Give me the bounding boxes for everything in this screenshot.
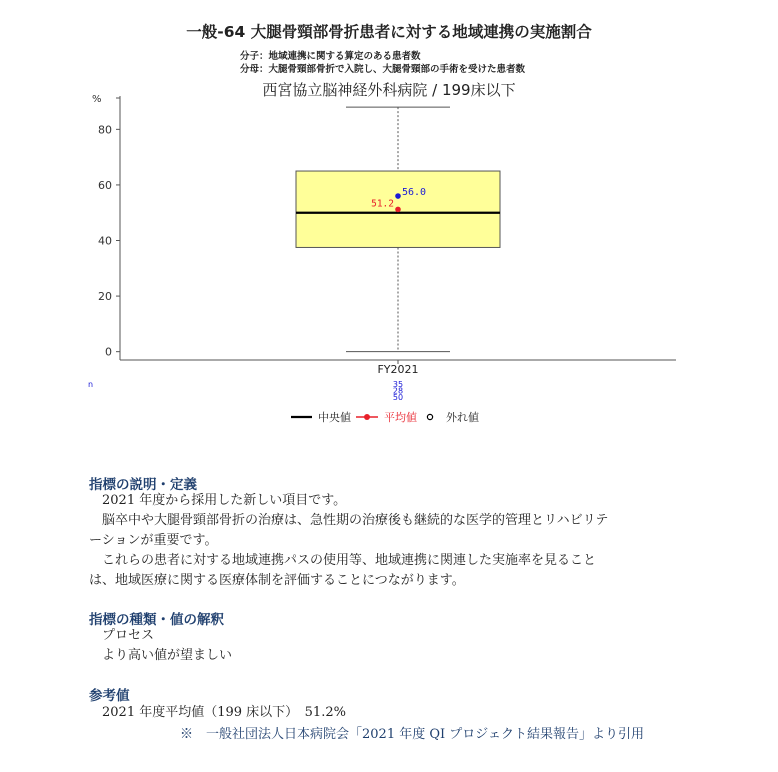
legend-outlier-swatch xyxy=(427,414,432,419)
mean-point xyxy=(395,207,401,213)
reference-source-note: ※ 一般社団法人日本病院会「2021 年度 QI プロジェクト結果報告」より引用 xyxy=(180,727,645,742)
section-heading-definition: 指標の説明・定義 xyxy=(89,477,197,493)
type-line: プロセス xyxy=(89,628,155,643)
y-tick-label: 0 xyxy=(105,345,112,359)
n-value: 28 xyxy=(392,386,404,396)
chart-title: 一般-64 大腿骨頸部骨折患者に対する地域連携の実施割合 xyxy=(186,23,592,41)
hospital-value-point xyxy=(395,193,401,199)
legend-mean-label: 平均値 xyxy=(384,411,417,424)
n-label: n xyxy=(88,380,94,389)
type-line: より高い値が望ましい xyxy=(89,648,233,663)
hospital-value-label: 56.0 xyxy=(402,187,427,199)
section-heading-type: 指標の種類・値の解釈 xyxy=(89,612,224,628)
definition-line: は、地域医療に関する医療体制を評価することにつながります。 xyxy=(89,573,465,588)
definition-line: 2021 年度から採用した新しい項目です。 xyxy=(89,493,347,508)
y-tick-label: 60 xyxy=(98,178,112,192)
x-tick-label: FY2021 xyxy=(377,363,419,376)
type-text xyxy=(89,626,232,666)
legend-median-label: 中央値 xyxy=(318,411,351,424)
definition-text xyxy=(89,491,608,591)
y-tick-label: 40 xyxy=(98,234,112,248)
y-tick-label: 20 xyxy=(98,290,112,304)
numerator-definition: 分子：地域連携に関する算定のある患者数 xyxy=(240,51,421,62)
legend-mean-swatch-point xyxy=(364,414,370,420)
definition-line: ーションが重要です。 xyxy=(89,533,218,548)
definition-line: これらの患者に対する地域連携パスの使用等、地域連携に関連した実施率を見ること xyxy=(89,553,597,568)
y-tick-label: 80 xyxy=(98,123,112,137)
mean-value-label: 51.2 xyxy=(371,198,394,210)
y-axis-label: % xyxy=(92,94,102,105)
n-value: 35 xyxy=(392,380,404,389)
definition-line: 脳卒中や大腿骨頸部骨折の治療は、急性期の治療後も継続的な医学的管理とリハビリテ xyxy=(89,513,609,528)
reference-value: 2021 年度平均値（199 床以下） 51.2% xyxy=(89,705,346,720)
hospital-label: 西宮協立脳神経外科病院 / 199床以下 xyxy=(262,81,516,99)
section-heading-reference: 参考値 xyxy=(89,688,130,704)
denominator-definition: 分母：大腿骨頸部骨折で入院し、大腿骨頸部の手術を受けた患者数 xyxy=(240,64,526,75)
legend-outlier-label: 外れ値 xyxy=(446,411,479,424)
n-value: 50 xyxy=(392,393,404,402)
